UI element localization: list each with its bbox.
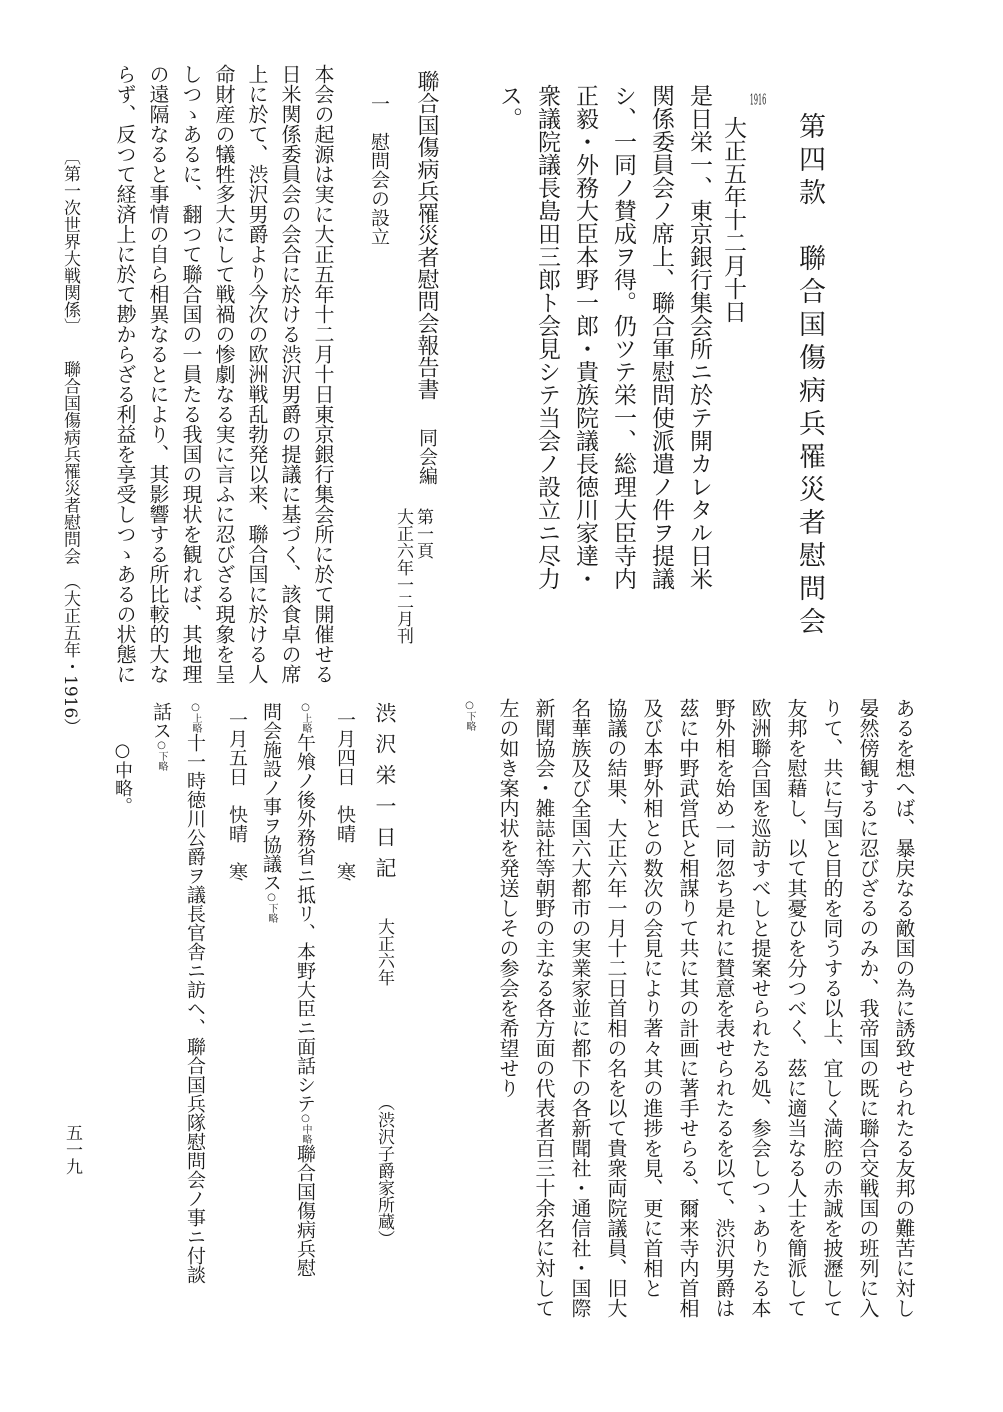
text-line: ス。 — [496, 84, 522, 130]
text-line: 命財産の犠牲多大にして戦禍の惨劇なる実に言ふに忍びざる現象を呈 — [212, 64, 236, 684]
right-top-body — [490, 84, 718, 590]
text-line: りて、共に与国と目的を同うする以上、宜しく満腔の赤誠を披瀝して — [820, 698, 844, 1318]
text-line: 関係委員会ノ席上、聯合軍慰問使派遣ノ件ヲ提議 — [648, 84, 674, 590]
text-line: 正毅・外務大臣本野一郎・貴族院議長徳川家達・ — [572, 84, 598, 590]
text-line: 上に於て、渋沢男爵より今次の欧洲戦乱勃発以来、聯合国に於ける人 — [245, 64, 269, 684]
entry2-line1: ○上略十一時徳川公爵ヲ議長官舎ニ訪ヘ、聯合国兵隊慰問会ノ事ニ付談 — [184, 702, 206, 1284]
text-line: 及び本野外相との数次の会見により著々其の進捗を見、更に首相と — [640, 698, 664, 1298]
text-line: しつゝあるに、翻つて聯合国の一員たる我国の現状を観れば、其地理 — [179, 64, 203, 684]
text-line: 是日栄一、東京銀行集会所ニ於テ開カレタル日米 — [686, 84, 712, 590]
report-title: 聯合国傷病兵罹災者慰問会報告書 — [414, 70, 439, 400]
text-line: 左の如き案内状を発送しその参会を希望せり — [496, 698, 520, 1098]
text-line: 衆議院議長島田三郎ト会見シテ当会ノ設立ニ尽力 — [534, 84, 560, 590]
right-bottom-body — [490, 698, 922, 1318]
text-line: らず、反つて経済上に於て尠からざる利益を享受しつゝあるの状態に — [113, 64, 137, 684]
report-editor: 同会編 — [416, 428, 438, 485]
text-line: 晏然傍観するに忍びざるのみか、我帝国の既に聯合交戦国の班列に入 — [856, 698, 880, 1318]
entry2-line3: ○中略。 — [112, 740, 133, 815]
text-line: 新聞協会・雑誌社等朝野の主なる各方面の代表者百三十余名に対して — [532, 698, 556, 1318]
left-top-body — [108, 64, 339, 684]
section-heading: 第四款 聯合国傷病兵罹災者慰問会 — [794, 112, 825, 640]
text-line: 本会の起源は実に大正五年十二月十日東京銀行集会所に於て開催せる — [311, 64, 335, 684]
entry1-dateline: 一月四日 快晴 寒 — [334, 710, 356, 881]
text-line: 野外相を始め一同忽ち是れに賛意を表せられたるを以て、渋沢男爵は — [712, 698, 736, 1318]
entry1-line2: 問会施設ノ事ヲ協議ス○下略 — [260, 702, 282, 923]
entry1-line1: ○上略午飧ノ後外務省ニ抵リ、本野大臣ニ面話シテ○中略聯合国傷病兵慰 — [294, 702, 316, 1277]
text-line: 名華族及び全国六大都市の実業家並に都下の各新聞社・通信社・国際 — [568, 698, 592, 1318]
diary-source: （渋沢子爵家所蔵） — [374, 1094, 394, 1247]
subsection-heading: 一 慰問会の設立 — [368, 94, 390, 246]
note-lower: ○下略 — [464, 700, 475, 731]
entry2-line2: 話ス○下略 — [150, 702, 172, 771]
footer-running-head: 〔第一次世界大戦関係〕 聯合国傷病兵罹災者慰問会 （大正五年・1916） — [60, 148, 80, 736]
year-note: 1916 — [749, 92, 767, 107]
text-line: 茲に中野武営氏と相謀りて共に其の計画に著手せらる、爾来寺内首相 — [676, 698, 700, 1318]
text-line: あるを想へば、暴戻なる敵国の為に誘致せられたる友邦の難苦に対し — [892, 698, 916, 1318]
text-line: の遠隔なると事情の自ら相異なるとにより、其影響する所比較的大な — [146, 64, 170, 684]
text-line: 欧洲聯合国を巡訪すべしと提案せられたる処、参会しつゝありたる本 — [748, 698, 772, 1318]
report-citation: 第一頁 大正六年一二月刊 — [393, 508, 433, 644]
entry2-dateline: 一月五日 快晴 寒 — [226, 710, 248, 881]
text-line: 日米関係委員会の会合に於ける渋沢男爵の提議に基づく、該食卓の席 — [278, 64, 302, 684]
text-line: 友邦を慰藉し、以て其憂ひを分つべく、茲に適当なる人士を簡派して — [784, 698, 808, 1318]
text-line: 協議の結果、大正六年一月十二日首相の名を以て貴衆両院議員、旧大 — [604, 698, 628, 1318]
diary-year: 大正六年 — [374, 918, 394, 986]
date-line: 大正五年十二月十日 — [720, 116, 746, 323]
diary-title: 渋沢栄一日記 — [373, 702, 397, 888]
page-number: 五一九 — [62, 1124, 82, 1175]
text-line: シ、一同ノ賛成ヲ得。仍ツテ栄一、総理大臣寺内 — [610, 84, 636, 590]
